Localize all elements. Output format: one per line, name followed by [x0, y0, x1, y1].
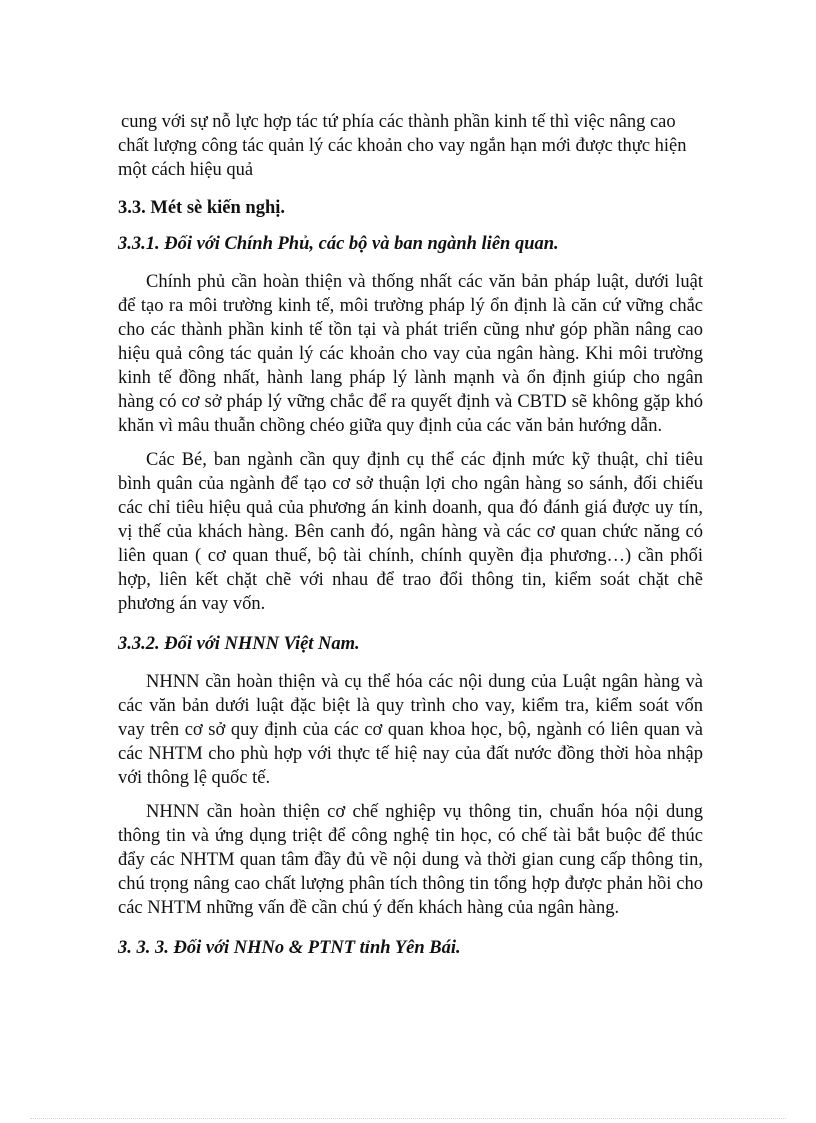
page-bottom-divider [30, 1118, 786, 1119]
subsection-heading-3: 3. 3. 3. Đối với NHNo & PTNT tỉnh Yên Bái. [118, 938, 461, 958]
section-heading: 3.3. Mét sè kiến nghị. [118, 198, 286, 218]
subsection-heading-1: 3.3.1. Đối với Chính Phủ, các bộ và ban ngành liên quan. [118, 234, 559, 254]
intro-paragraph: cung với sự nỗ lực hợp tác tứ phía các thành phần kinh tế thì việc nâng cao chất lượng công tác quản lý các khoản cho vay ngắn hạn mới được thực hiện một cách hiệu quả [118, 112, 687, 180]
paragraph-1-1: Chính phủ cần hoàn thiện và thống nhất các văn bản pháp luật, dưới luật để tạo ra môi trường kinh tế, môi trường pháp lý ổn định là căn cứ vững chắc cho các thành phần kinh tế tồn tại và phát triển cũng như góp phần nâng cao hiệu quả công tác quản lý các khoản cho vay của ngân hàng. Khi môi trường kinh tế đồng nhất, hành lang pháp lý lành mạnh và ổn định giúp cho ngân hàng có cơ sở pháp lý vững chắc để ra quyết định và CBTD sẽ không gặp khó khăn vì mâu thuẫn chồng chéo giữa quy định của các văn bản hướng dẫn. [118, 272, 703, 436]
paragraph-2-2: NHNN cần hoàn thiện cơ chế nghiệp vụ thông tin, chuẩn hóa nội dung thông tin và ứng dụng triệt để công nghệ tin học, có chế tài bắt buộc để thúc đẩy các NHTM quan tâm đầy đủ về nội dung và thời gian cung cấp thông tin, chú trọng nâng cao chất lượng phân tích thông tin tổng hợp được phản hồi cho các NHTM những vấn đề cần chú ý đến khách hàng của ngân hàng. [118, 802, 703, 918]
paragraph-2-1: NHNN cần hoàn thiện và cụ thể hóa các nội dung của Luật ngân hàng và các văn bản dưới luật đặc biệt là quy trình cho vay, kiểm tra, kiểm soát vốn vay trên cơ sở quy định của các cơ quan khoa học, bộ, ngành có liên quan và các NHTM cho phù hợp với thực tế hiệ nay của đất nước đồng thời hòa nhập với thông lệ quốc tế. [118, 672, 703, 788]
document-body [118, 110, 703, 974]
subsection-heading-2: 3.3.2. Đối với NHNN Việt Nam. [118, 634, 360, 654]
paragraph-1-2: Các Bé, ban ngành cần quy định cụ thể các định mức kỹ thuật, chỉ tiêu bình quân của ngành để tạo cơ sở thuận lợi cho ngân hàng so sánh, đối chiếu các chỉ tiêu hiệu quả của phương án kinh doanh, qua đó đánh giá được uy tín, vị thế của khách hàng. Bên canh đó, ngân hàng và các cơ quan chức năng có liên quan ( cơ quan thuế, bộ tài chính, chính quyền địa phương…) cần phối hợp, liên kết chặt chẽ với nhau để trao đổi thông tin, kiểm soát chặt chẽ phương án vay vốn. [118, 450, 703, 614]
